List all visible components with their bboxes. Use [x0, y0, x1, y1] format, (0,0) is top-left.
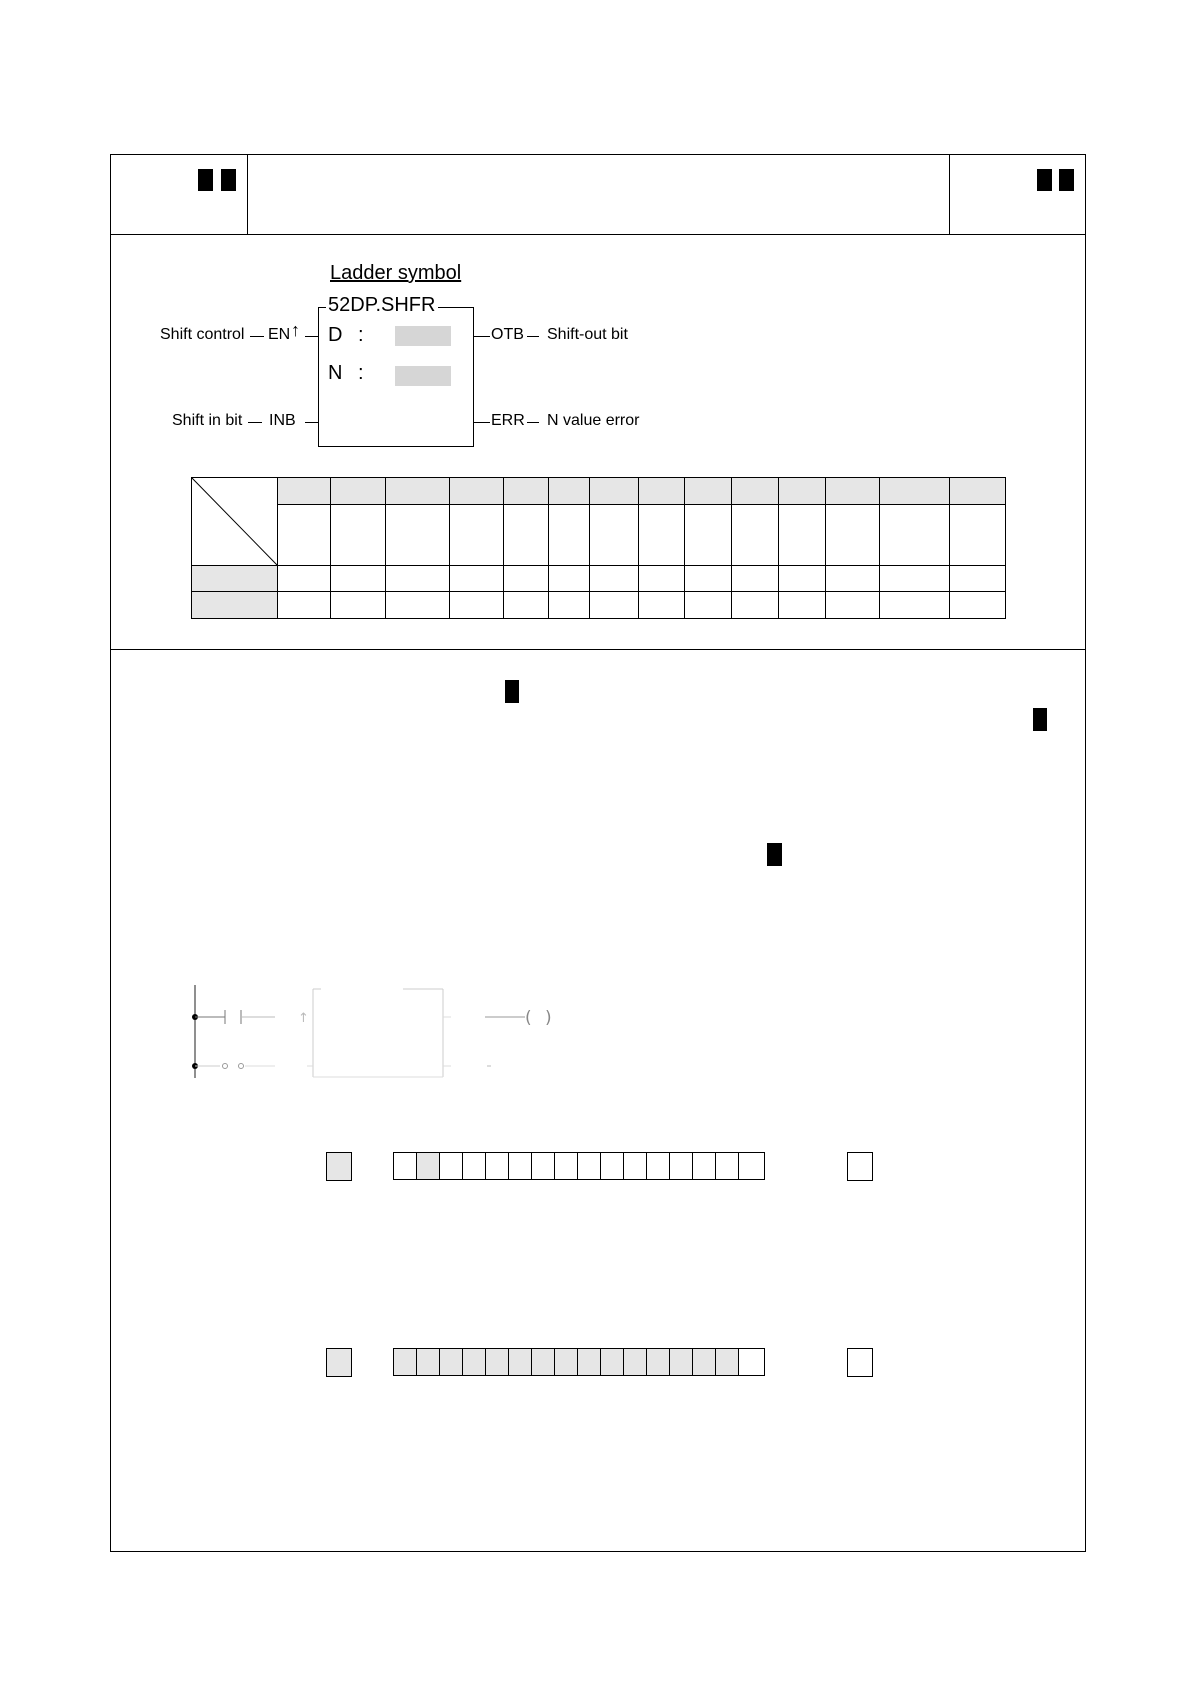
redacted-block	[1033, 708, 1047, 731]
redacted-block	[505, 680, 519, 703]
shift-out-bit-box	[847, 1348, 873, 1377]
register-after	[393, 1348, 765, 1376]
redacted-block	[767, 843, 782, 866]
operand-d-field	[395, 326, 451, 346]
register-bit	[600, 1348, 624, 1376]
redacted-block	[221, 169, 236, 191]
pin-line	[250, 336, 264, 337]
register-bit	[531, 1152, 555, 1180]
operand-table	[191, 477, 1006, 619]
operand-n-field	[395, 366, 451, 386]
register-bit	[577, 1348, 601, 1376]
register-bit	[715, 1348, 739, 1376]
block-top-edge	[318, 307, 326, 308]
register-bit	[669, 1152, 693, 1180]
pin-line	[305, 422, 318, 423]
register-bit	[439, 1348, 463, 1376]
colon: :	[358, 324, 364, 346]
err-pin: ERR	[491, 412, 525, 429]
ladder-symbol-title: Ladder symbol	[330, 262, 462, 284]
register-bit	[623, 1152, 647, 1180]
register-bit	[531, 1348, 555, 1376]
pin-line	[474, 336, 490, 337]
register-bit	[485, 1348, 509, 1376]
svg-text:(: (	[525, 1008, 532, 1028]
register-bit	[393, 1348, 417, 1376]
register-bit	[462, 1348, 486, 1376]
register-bit	[738, 1348, 765, 1376]
block-top-edge	[438, 307, 474, 308]
function-name: 52DP.SHFR	[328, 294, 436, 316]
register-bit	[485, 1152, 509, 1180]
register-bit	[600, 1152, 624, 1180]
register-bit	[416, 1348, 440, 1376]
table-corner-cell	[192, 478, 278, 566]
diagonal-line	[192, 478, 278, 566]
register-bit	[416, 1152, 440, 1180]
register-bit	[577, 1152, 601, 1180]
pin-line	[305, 336, 318, 337]
redacted-block	[1037, 169, 1052, 191]
header-divider	[110, 234, 1086, 235]
shift-in-bit-label: Shift in bit	[172, 412, 243, 429]
operand-d-label: D	[328, 324, 343, 346]
register-bit	[692, 1152, 716, 1180]
shift-out-bit-label: Shift-out bit	[547, 326, 628, 343]
row-header-cell	[192, 566, 278, 592]
register-bit	[646, 1152, 670, 1180]
ladder-example-diagram	[185, 980, 575, 1080]
shift-out-bit-box	[847, 1152, 873, 1181]
en-pin: EN	[268, 326, 291, 343]
svg-text:↑: ↑	[298, 1011, 309, 1026]
operand-n-label: N	[328, 362, 343, 384]
shift-in-bit-box	[326, 1348, 352, 1377]
register-bit	[646, 1348, 670, 1376]
page-frame	[110, 154, 1086, 1552]
colon: :	[358, 362, 364, 384]
n-value-error-label: N value error	[547, 412, 640, 429]
pin-line	[248, 422, 262, 423]
register-bit	[623, 1348, 647, 1376]
header-left-divider	[247, 154, 248, 234]
pin-line	[527, 336, 539, 337]
otb-pin: OTB	[491, 326, 524, 343]
register-bit	[669, 1348, 693, 1376]
svg-text:): )	[545, 1008, 552, 1028]
rising-edge-icon: ↑	[291, 320, 300, 340]
register-bit	[692, 1348, 716, 1376]
pin-line	[527, 422, 539, 423]
register-bit	[439, 1152, 463, 1180]
register-bit	[554, 1348, 578, 1376]
inb-pin: INB	[269, 412, 296, 429]
register-bit	[738, 1152, 765, 1180]
redacted-block	[1059, 169, 1074, 191]
register-bit	[462, 1152, 486, 1180]
register-bit	[508, 1152, 532, 1180]
register-bit	[554, 1152, 578, 1180]
section-divider	[110, 649, 1086, 650]
register-bit	[715, 1152, 739, 1180]
register-before	[393, 1152, 765, 1180]
pin-line	[474, 422, 490, 423]
shift-in-bit-box	[326, 1152, 352, 1181]
shift-control-label: Shift control	[160, 326, 245, 343]
row-header-cell	[192, 592, 278, 619]
register-bit	[393, 1152, 417, 1180]
redacted-block	[198, 169, 213, 191]
register-bit	[508, 1348, 532, 1376]
header-right-divider	[949, 154, 950, 234]
